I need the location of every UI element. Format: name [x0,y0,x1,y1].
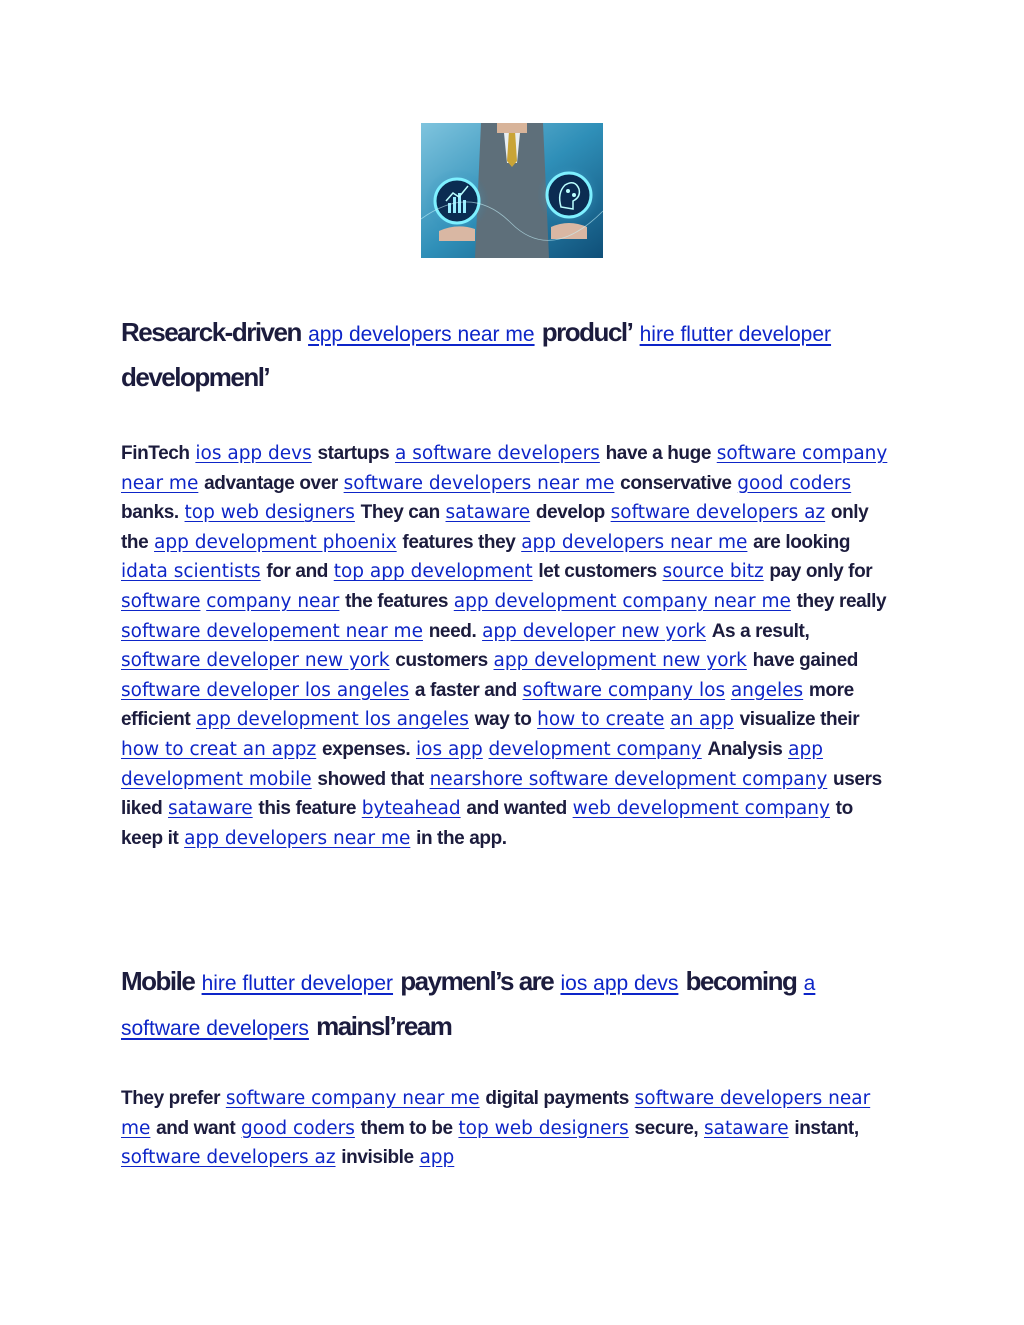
text-only-the: only the [121,502,869,553]
link-software-developer-new-york[interactable]: software developer new york [121,650,390,672]
text-to-keep-it: to keep it [121,798,853,849]
text-they-can: They can [360,502,440,524]
link-an-app[interactable]: an app [670,709,734,731]
link-software-developement-near-me[interactable]: software developement near me [121,620,423,642]
text-paymenl-s-are: paymenl’s are [400,966,554,996]
text-users-liked: users liked [121,768,882,820]
link-software-developers-near-me[interactable]: software developers near me [121,1088,871,1139]
link-how-to-create[interactable]: how to create [537,709,665,731]
text-becoming: becoming [685,966,797,996]
link-a-software-developers[interactable]: a software developers [395,443,600,464]
text-customers: customers [395,650,488,672]
text-fintech: FinTech [121,443,190,464]
link-how-to-creat-an-appz[interactable]: how to creat an appz [121,738,317,760]
text-way-to: way to [474,709,532,731]
text-analysis: Analysis [707,738,783,760]
link-idata-scientists[interactable]: idata scientists [121,561,261,583]
business-analytics-ai-image [421,123,603,258]
link-ios-app[interactable]: ios app [415,738,483,760]
text-conservative: conservative [620,472,732,494]
link-hire-flutter-developer[interactable]: hire flutter developer [639,323,832,346]
text-are-looking: are looking [753,531,851,553]
text-have-gained: have gained [752,650,859,672]
link-source-bitz[interactable]: source bitz [662,561,764,583]
link-software-developer-los-angeles[interactable]: software developer los angeles [121,679,410,701]
text-for-and: for and [266,561,328,583]
text-researck-driven: Researck-driven [121,317,301,347]
link-web-development-company[interactable]: web development company [572,798,830,820]
link-byteahead[interactable]: byteahead [361,798,461,820]
link-app-developer-new-york[interactable]: app developer new york [482,620,706,642]
text-more-efficient: more efficient [121,679,854,731]
text-develop: develop [535,502,605,524]
link-app-development-los-angeles[interactable]: app development los angeles [195,709,469,731]
text-developmenl: developmenl’ [121,362,270,392]
text-instant: instant, [794,1117,859,1139]
text-secure: secure, [634,1117,699,1139]
link-software[interactable]: software [121,590,201,612]
link-app-development-mobile[interactable]: app development mobile [121,738,823,790]
link-ios-app-devs[interactable]: ios app devs [195,443,312,464]
link-top-web-designers[interactable]: top web designers [458,1117,629,1139]
link-software-developers-az[interactable]: software developers az [610,502,826,524]
text-mobile: Mobile [121,966,195,996]
link-sataware[interactable]: sataware [445,502,531,524]
text-features-they: features they [402,531,516,553]
link-app-development-phoenix[interactable]: app development phoenix [154,531,397,553]
text-the-features: the features [345,590,449,612]
paragraph-fintech [121,439,891,853]
link-good-coders[interactable]: good coders [737,472,852,494]
link-top-app-development[interactable]: top app development [333,561,533,583]
paragraph-digital-payments [121,1084,891,1173]
link-software-developers-az[interactable]: software developers az [121,1147,336,1169]
link-sataware[interactable]: sataware [703,1117,789,1139]
link-ios-app-devs[interactable]: ios app devs [560,972,679,995]
text-let-customers: let customers [538,561,657,583]
link-app-development-company-near-me[interactable]: app development company near me [453,590,791,612]
link-app[interactable]: app [419,1147,455,1169]
text-and-want: and want [156,1117,236,1139]
text-producl: producl’ [541,317,633,347]
link-company-near[interactable]: company near [206,590,340,612]
text-as-a-result: As a result, [711,620,810,642]
link-software-company-near-me[interactable]: software company near me [121,443,888,494]
text-advantage-over: advantage over [204,472,338,494]
link-development-company[interactable]: development company [488,738,702,760]
text-digital-payments: digital payments [485,1088,629,1109]
link-software-company-los[interactable]: software company los [522,679,726,701]
text-them-to-be: them to be [360,1117,453,1139]
text-showed-that: showed that [317,768,424,790]
text-this-feature: this feature [258,798,357,820]
text-mainsl-ream: mainsl’ream [316,1011,452,1041]
link-app-development-new-york[interactable]: app development new york [493,650,747,672]
link-app-developers-near-me[interactable]: app developers near me [308,323,535,346]
link-sataware[interactable]: sataware [168,798,253,820]
heading-mobile-payments [121,960,891,1050]
link-software-company-near-me[interactable]: software company near me [225,1088,480,1109]
link-hire-flutter-developer[interactable]: hire flutter developer [201,972,394,995]
text-a-faster-and: a faster and [414,679,517,701]
text-have-a-huge: have a huge [605,443,711,464]
text-pay-only-for: pay only for [769,561,873,583]
link-nearshore-software-development-company[interactable]: nearshore software development company [429,768,828,790]
text-in-the-app: in the app. [416,827,507,849]
text-invisible: invisible [341,1147,414,1169]
text-and-wanted: and wanted [466,798,567,820]
link-top-web-designers[interactable]: top web designers [184,502,355,524]
link-app-developers-near-me[interactable]: app developers near me [521,531,748,553]
link-good-coders[interactable]: good coders [241,1117,355,1139]
text-they-really: they really [796,590,887,612]
link-a-software-developers[interactable]: a software developers [121,972,816,1040]
link-software-developers-near-me[interactable]: software developers near me [343,472,615,494]
text-banks: banks. [121,502,179,524]
text-need: need. [428,620,477,642]
text-expenses: expenses. [321,738,411,760]
heading-research-driven [121,311,891,398]
text-they-prefer: They prefer [121,1088,221,1109]
link-angeles[interactable]: angeles [730,679,804,701]
text-visualize-their: visualize their [739,709,860,731]
link-app-developers-near-me[interactable]: app developers near me [184,827,411,849]
text-startups: startups [317,443,390,464]
